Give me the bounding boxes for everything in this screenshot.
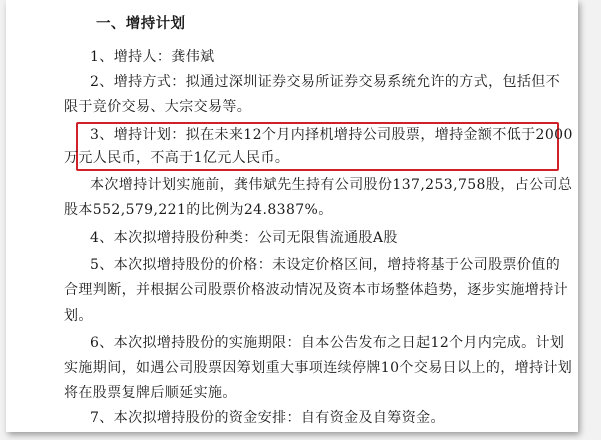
text-line: 万元人民币，不高于1亿元人民币。 xyxy=(64,150,290,166)
text-line: 股本552,579,221的比例为24.8387%。 xyxy=(64,202,333,218)
text-line: 划。 xyxy=(64,308,93,324)
document-page xyxy=(6,0,578,432)
text-line: 本次增持计划实施前，龚伟斌先生持有公司股份137,253,758股，占公司总 xyxy=(90,177,573,193)
section-heading: 一、增持计划 xyxy=(96,15,186,32)
text-line: 1、增持人：龚伟斌 xyxy=(90,49,215,65)
text-line: 合理判断，并根据公司股票价格波动情况及资本市场整体趋势，逐步实施增持计 xyxy=(64,282,568,298)
text-line: 将在股票复牌后顺延实施。 xyxy=(64,385,237,401)
text-line: 4、本次拟增持股份种类：公司无限售流通股A股 xyxy=(90,230,398,246)
text-line: 2、增持方式：拟通过深圳证券交易所证券交易系统允许的方式，包括但不 xyxy=(90,74,561,90)
text-line: 7、本次拟增持股份的资金安排：自有资金及自筹资金。 xyxy=(90,410,445,426)
text-line: 5、本次拟增持股份的价格：未设定价格区间，增持将基于公司股票价值的 xyxy=(90,257,561,273)
text-line: 3、增持计划：拟在未来12个月内择机增持公司股票，增持金额不低于2000 xyxy=(90,127,573,143)
text-line: 实施期间，如遇公司股票因筹划重大事项连续停牌10个交易日以上的，增持计划 xyxy=(64,360,573,376)
text-line: 限于竞价交易、大宗交易等。 xyxy=(64,99,252,115)
text-line: 6、本次拟增持股份的实施期限：自本公告发布之日起12个月内完成。计划 xyxy=(90,335,565,351)
